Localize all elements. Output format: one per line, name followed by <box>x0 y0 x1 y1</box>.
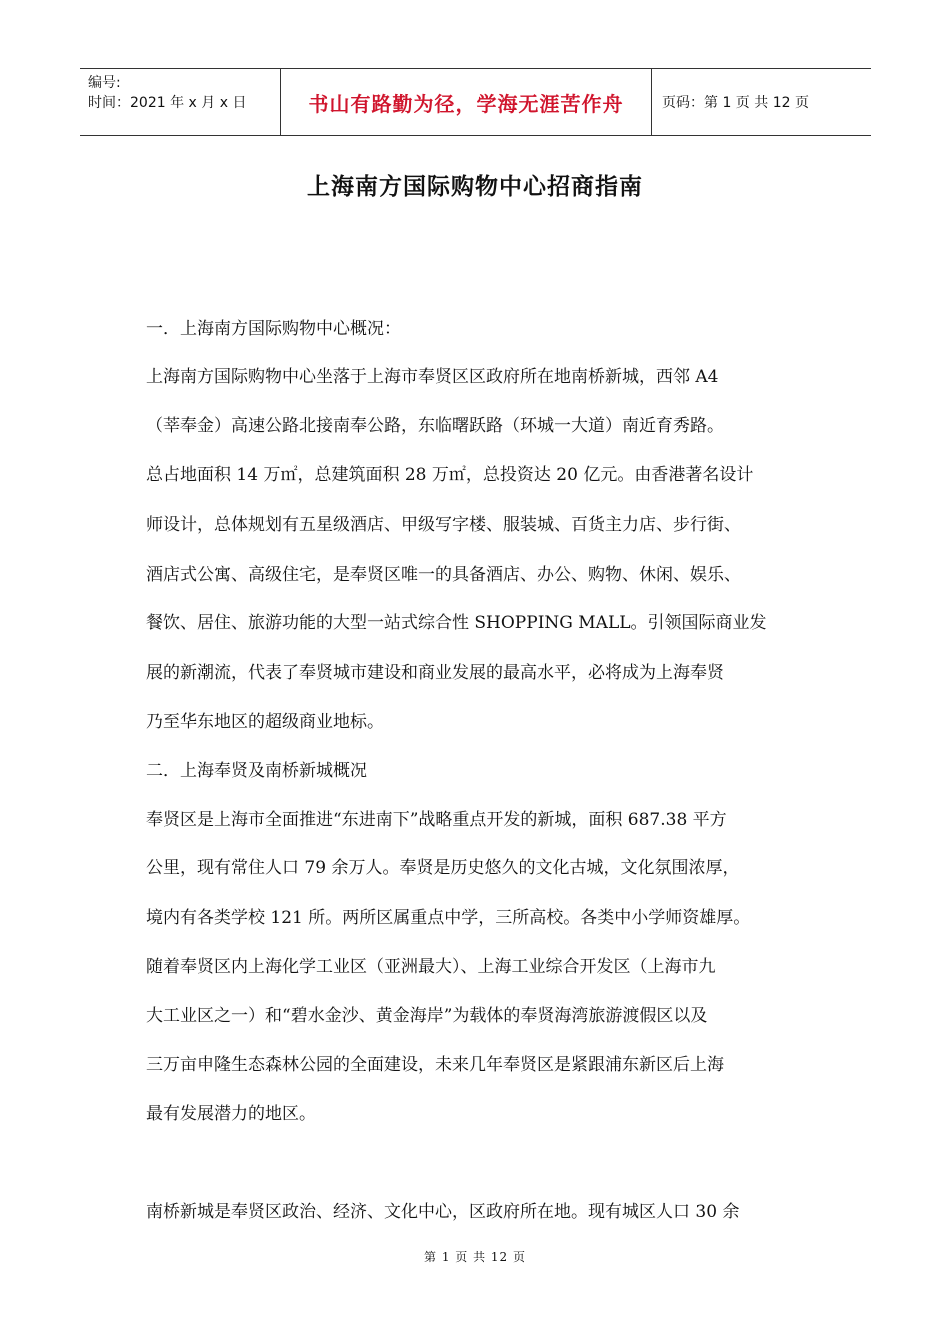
body-line: 展的新潮流，代表了奉贤城市建设和商业发展的最高水平，必将成为上海奉贤 <box>146 663 724 683</box>
page-footer: 第 1 页 共 12 页 <box>424 1250 526 1264</box>
page-info: 页码：第 1 页 共 12 页 <box>662 95 809 111</box>
number-label: 编号: <box>88 75 121 91</box>
body-line: 境内有各类学校 121 所。两所区属重点中学，三所高校。各类中小学师资雄厚。 <box>146 908 751 928</box>
body-line: 乃至华东地区的超级商业地标。 <box>146 712 384 732</box>
body-line: 师设计，总体规划有五星级酒店、甲级写字楼、服装城、百货主力店、步行街、 <box>146 515 741 535</box>
body-line: 公里，现有常住人口 79 余万人。奉贤是历史悠久的文化古城，文化氛围浓厚， <box>146 858 740 878</box>
body-line: 上海南方国际购物中心坐落于上海市奉贤区区政府所在地南桥新城，西邻 A4 <box>146 367 719 387</box>
body-line: 大工业区之一）和“碧水金沙、黄金海岸”为载体的奉贤海湾旅游渡假区以及 <box>146 1006 708 1026</box>
header-meta <box>80 69 280 135</box>
body-line: 奉贤区是上海市全面推进“东进南下”战略重点开发的新城，面积 687.38 平方 <box>146 810 727 830</box>
time-label: 时间：2021 年 x 月 x 日 <box>88 95 247 111</box>
section-heading-1: 一．上海南方国际购物中心概况： <box>146 319 401 339</box>
body-line: 三万亩申隆生态森林公园的全面建设，未来几年奉贤区是紧跟浦东新区后上海 <box>146 1055 724 1075</box>
body-line: 酒店式公寓、高级住宅，是奉贤区唯一的具备酒店、办公、购物、休闲、娱乐、 <box>146 565 741 585</box>
body-line: 最有发展潜力的地区。 <box>146 1104 316 1124</box>
motto: 书山有路勤为径，学海无涯苦作舟 <box>280 69 652 135</box>
document-title: 上海南方国际购物中心招商指南 <box>307 174 643 200</box>
document-header <box>80 68 871 136</box>
body-line: 随着奉贤区内上海化学工业区（亚洲最大）、上海工业综合开发区（上海市九 <box>146 957 716 977</box>
body-line: 南桥新城是奉贤区政治、经济、文化中心，区政府所在地。现有城区人口 30 余 <box>146 1202 740 1222</box>
section-heading-2: 二．上海奉贤及南桥新城概况 <box>146 761 367 781</box>
body-line: 总占地面积 14 万㎡，总建筑面积 28 万㎡，总投资达 20 亿元。由香港著名设计 <box>146 465 754 485</box>
body-line: 餐饮、居住、旅游功能的大型一站式综合性 SHOPPING MALL。引领国际商业发 <box>146 613 767 633</box>
body-line: （莘奉金）高速公路北接南奉公路，东临曙跃路（环城一大道）南近育秀路。 <box>146 416 724 436</box>
